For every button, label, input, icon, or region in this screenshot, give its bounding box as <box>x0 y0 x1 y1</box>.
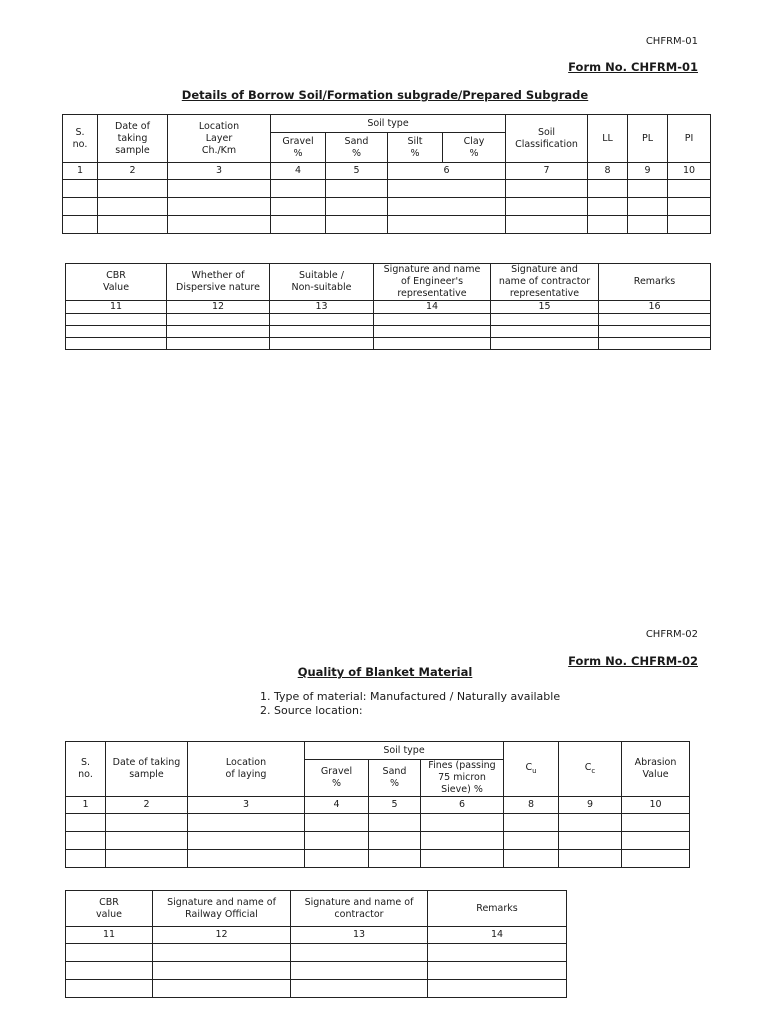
header-soil-type: Soil type <box>305 742 504 760</box>
col-number: 7 <box>506 163 588 180</box>
col-number: 14 <box>374 301 491 314</box>
table-row <box>66 980 567 998</box>
material-type-item: 1. Type of material: Manufactured / Naturally available <box>260 690 561 703</box>
header-suitable: Suitable / Non-suitable <box>270 264 374 301</box>
table-row <box>63 216 711 234</box>
header-soil-classification: Soil Classification <box>506 115 588 163</box>
table-row <box>66 832 690 850</box>
col-number: 9 <box>559 797 622 814</box>
header-cbr: CBR value <box>66 891 153 927</box>
col-number: 10 <box>668 163 711 180</box>
col-number: 13 <box>291 927 428 944</box>
header-date: Date of taking sample <box>106 742 188 797</box>
column-number-row <box>66 301 711 314</box>
header-cc: $C_c$ <box>559 742 622 797</box>
table-row <box>66 962 567 980</box>
form2-code: CHFRM-02 <box>645 629 698 640</box>
table-row <box>66 326 711 338</box>
column-number-row <box>66 927 567 944</box>
col-number: 6 <box>388 163 506 180</box>
header-sand: Sand % <box>369 760 421 797</box>
form1-soil-table <box>62 114 711 234</box>
column-number-row <box>63 163 711 180</box>
table-row <box>66 814 690 832</box>
header-cu: $C_u$ <box>504 742 559 797</box>
table-row <box>66 850 690 868</box>
col-number: 1 <box>66 797 106 814</box>
header-railway-signature: Signature and name of Railway Official <box>153 891 291 927</box>
col-number: 13 <box>270 301 374 314</box>
header-ll: LL <box>588 115 628 163</box>
table-row <box>66 338 711 350</box>
col-number: 12 <box>153 927 291 944</box>
header-cbr: CBR Value <box>66 264 167 301</box>
col-number: 5 <box>369 797 421 814</box>
table-row <box>66 944 567 962</box>
col-number: 12 <box>167 301 270 314</box>
col-number: 8 <box>504 797 559 814</box>
header-gravel: Gravel % <box>271 133 326 163</box>
header-sno: S. no. <box>66 742 106 797</box>
material-info-list <box>260 690 680 718</box>
col-number: 2 <box>98 163 168 180</box>
column-number-row <box>66 797 690 814</box>
header-location: Location of laying <box>188 742 305 797</box>
form2-sign-table <box>65 890 567 998</box>
col-number: 8 <box>588 163 628 180</box>
form1-code: CHFRM-01 <box>645 36 698 47</box>
col-number: 1 <box>63 163 98 180</box>
form1-number: Form No. CHFRM-01 <box>568 60 698 74</box>
header-engineer-signature: Signature and name of Engineer's representative <box>374 264 491 301</box>
header-silt: Silt % <box>388 133 443 163</box>
header-contractor-signature: Signature and name of contractor representative <box>491 264 599 301</box>
source-location-item: 2. Source location: <box>260 704 363 717</box>
header-fines: Fines (passing 75 micron Sieve) % <box>421 760 504 797</box>
col-number: 15 <box>491 301 599 314</box>
header-soil-type: Soil type <box>271 115 506 133</box>
header-gravel: Gravel % <box>305 760 369 797</box>
header-clay: Clay % <box>443 133 506 163</box>
col-number: 11 <box>66 301 167 314</box>
col-number: 4 <box>305 797 369 814</box>
col-number: 10 <box>622 797 690 814</box>
col-number: 6 <box>421 797 504 814</box>
col-number: 4 <box>271 163 326 180</box>
form1-sign-table <box>65 263 711 350</box>
table-row <box>63 180 711 198</box>
header-dispersive: Whether of Dispersive nature <box>167 264 270 301</box>
col-number: 3 <box>168 163 271 180</box>
col-number: 9 <box>628 163 668 180</box>
header-contractor-signature: Signature and name of contractor <box>291 891 428 927</box>
header-sand: Sand % <box>326 133 388 163</box>
form2-quality-table <box>65 741 690 868</box>
form1-title: Details of Borrow Soil/Formation subgrade/Prepared Subgrade <box>181 88 589 102</box>
header-date: Date of taking sample <box>98 115 168 163</box>
col-number: 3 <box>188 797 305 814</box>
form2-title: Quality of Blanket Material <box>297 665 473 679</box>
header-pl: PL <box>628 115 668 163</box>
table-row <box>66 314 711 326</box>
header-sno: S. no. <box>63 115 98 163</box>
form2-number: Form No. CHFRM-02 <box>568 654 698 668</box>
header-abrasion: Abrasion Value <box>622 742 690 797</box>
header-remarks: Remarks <box>599 264 711 301</box>
table-row <box>63 198 711 216</box>
header-remarks: Remarks <box>428 891 567 927</box>
col-number: 11 <box>66 927 153 944</box>
col-number: 16 <box>599 301 711 314</box>
col-number: 5 <box>326 163 388 180</box>
col-number: 14 <box>428 927 567 944</box>
header-pi: PI <box>668 115 711 163</box>
col-number: 2 <box>106 797 188 814</box>
header-location: Location Layer Ch./Km <box>168 115 271 163</box>
